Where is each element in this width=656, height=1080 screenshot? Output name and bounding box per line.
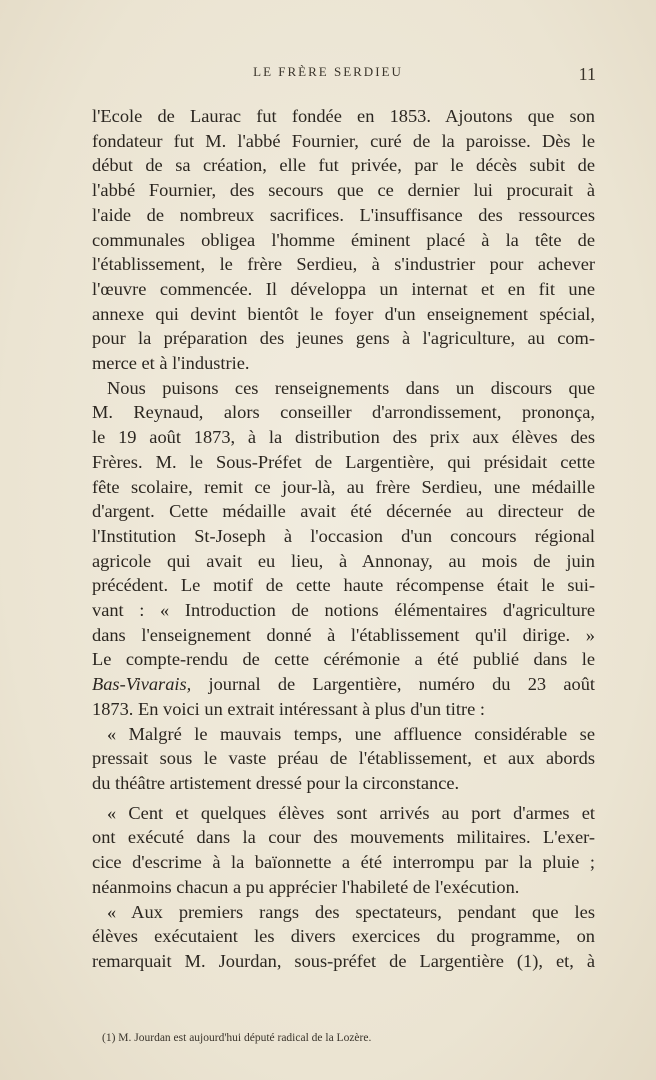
page-number: 11 bbox=[578, 64, 596, 84]
paragraph bbox=[92, 104, 595, 376]
text-line: 1873. En voici un extrait intéressant à plus d'un titre : bbox=[92, 698, 486, 719]
text-line: l'aide de nombreux sacrifices. L'insuffisance des ressources bbox=[92, 204, 595, 225]
text-line: du théâtre artistement dressé pour la circonstance. bbox=[92, 772, 460, 793]
text-run: journal de Largentière, numéro du 23 août bbox=[191, 674, 595, 695]
quote-paragraph bbox=[92, 801, 595, 900]
text-line: « Malgré le mauvais temps, une affluence considérable se bbox=[107, 723, 595, 744]
text-line: « Aux premiers rangs des spectateurs, pendant que les bbox=[107, 901, 595, 922]
text-line: d'argent. Cette médaille avait été décernée au directeur de bbox=[92, 501, 595, 522]
footnote: (1) M. Jourdan est aujourd'hui député radical de la Lozère. bbox=[102, 1032, 372, 1044]
text-line: « Cent et quelques élèves sont arrivés au port d'armes et bbox=[107, 802, 595, 823]
text-line: Frères. M. le Sous-Préfet de Largentière, qui présidait cette bbox=[92, 451, 595, 472]
text-line: néanmoins chacun a pu apprécier l'habileté de l'exécution. bbox=[92, 876, 520, 897]
paragraph bbox=[92, 376, 595, 722]
text-line: Nous puisons ces renseignements dans un discours que bbox=[107, 377, 595, 398]
text-line: fête scolaire, remit ce jour-là, au frère Serdieu, une médaille bbox=[92, 476, 595, 497]
quote-paragraph bbox=[92, 722, 595, 796]
text-line: annexe qui devint bientôt le foyer d'un enseignement spécial, bbox=[92, 303, 595, 324]
text-line: l'Institution St-Joseph à l'occasion d'un concours régional bbox=[92, 525, 595, 546]
text-line: l'établissement, le frère Serdieu, à s'industrier pour achever bbox=[92, 254, 595, 275]
text-line: dans l'enseignement donné à l'établissement qu'il dirige. » bbox=[92, 624, 595, 645]
text-line: élèves exécutaient les divers exercices du programme, on bbox=[92, 926, 595, 947]
text-line: le 19 août 1873, à la distribution des prix aux élèves des bbox=[92, 427, 595, 448]
text-line bbox=[92, 672, 595, 697]
text-line: M. Reynaud, alors conseiller d'arrondissement, prononça, bbox=[92, 402, 595, 423]
text-line: l'Ecole de Laurac fut fondée en 1853. Ajoutons que son bbox=[92, 106, 595, 126]
running-title: LE FRÈRE SERDIEU bbox=[253, 64, 403, 79]
quote-paragraph bbox=[92, 900, 595, 974]
text-line: pressait sous le vaste préau de l'établissement, et aux abords bbox=[92, 748, 595, 769]
text-line: merce et à l'industrie. bbox=[92, 353, 250, 374]
text-line: précédent. Le motif de cette haute récompense était le sui- bbox=[92, 575, 595, 596]
text-line: cice d'escrime à la baïonnette a été interrompu par la pluie ; bbox=[92, 852, 595, 873]
text-line: remarquait M. Jourdan, sous-préfet de Largentière (1), et, à bbox=[92, 950, 595, 971]
body-text bbox=[92, 104, 595, 974]
text-line: agricole qui avait eu lieu, à Annonay, au mois de juin bbox=[92, 550, 595, 571]
text-line: début de sa création, elle fut privée, par le décès subit de bbox=[92, 155, 595, 176]
text-line: ont exécuté dans la cour des mouvements militaires. L'exer- bbox=[92, 827, 595, 848]
running-head bbox=[0, 64, 656, 88]
text-line: Le compte-rendu de cette cérémonie a été publié dans le bbox=[92, 649, 595, 670]
text-line: fondateur fut M. l'abbé Fournier, curé de la paroisse. Dès le bbox=[92, 130, 595, 151]
text-line: l'abbé Fournier, des secours que ce dernier lui procurait à bbox=[92, 180, 595, 201]
text-line: l'œuvre commencée. Il développa un internat et en fit une bbox=[92, 278, 595, 299]
text-line: vant : « Introduction de notions élémentaires d'agriculture bbox=[92, 600, 595, 621]
newspaper-title: Bas-Vivarais, bbox=[92, 674, 192, 695]
text-line: pour la préparation des jeunes gens à l'agriculture, au com- bbox=[92, 328, 595, 349]
text-line: communales obligea l'homme éminent placé à la tête de bbox=[92, 229, 595, 250]
